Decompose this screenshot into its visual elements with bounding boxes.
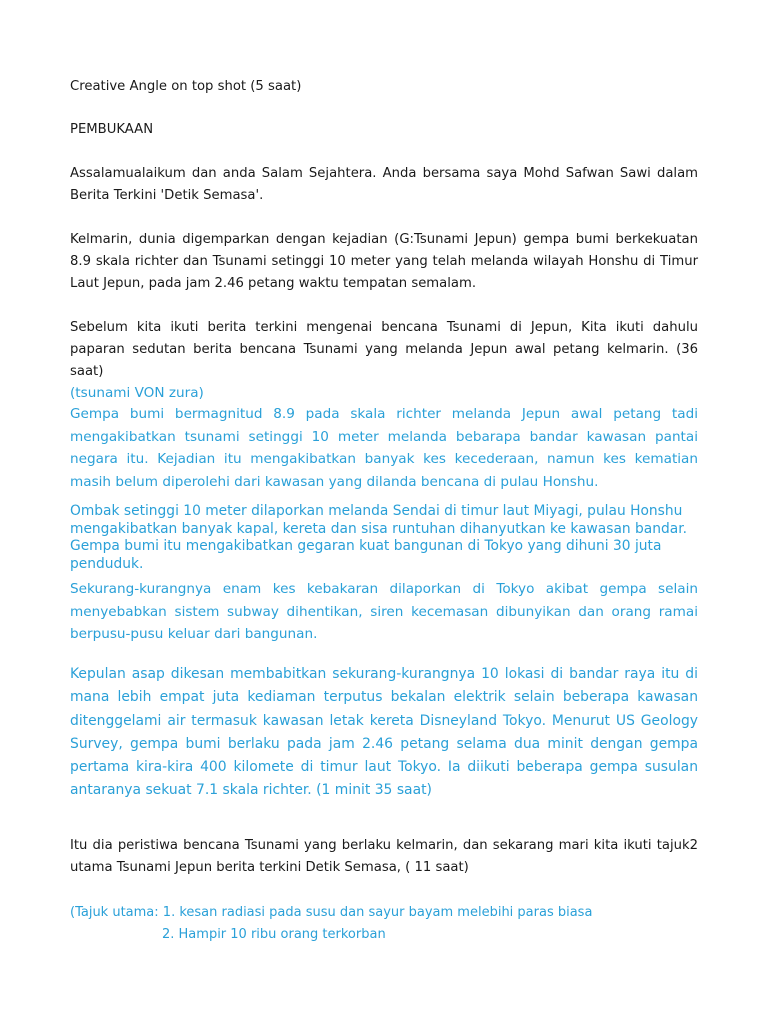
- document-page: [70, 0, 698, 1024]
- von-label: (tsunami VON zura): [70, 385, 204, 401]
- tajuk-item-2: 2. Hampir 10 ribu orang terkorban: [162, 927, 386, 942]
- tajuk-prefix: (Tajuk utama:: [70, 905, 159, 920]
- von-paragraph-4: Kepulan asap dikesan membabitkan sekurang-kurangnya 10 lokasi di bandar raya itu di mana lebih empat juta kediaman terputus bekalan elektrik selain beberapa kawasan ditenggelami air termasuk kawasan letak kereta Disneyland Tokyo. Menurut US Geology Survey, gempa bumi berlaku pada jam 2.46 petang selama dua minit dengan gempa pertama kira-kira 400 kilomete di timur laut Tokyo. Ia diikuti beberapa gempa susulan antaranya sekuat 7.1 skala richter. (1 minit 35 saat): [70, 666, 698, 799]
- sebelum-paragraph: Sebelum kita ikuti berita terkini mengenai bencana Tsunami di Jepun, Kita ikuti dahulu paparan sedutan berita bencana Tsunami yang melanda Jepun awal petang kelmarin. (36 saat): [70, 320, 698, 379]
- itu-dia-paragraph: Itu dia peristiwa bencana Tsunami yang berlaku kelmarin, dan sekarang mari kita ikuti tajuk2 utama Tsunami Jepun berita terkini Detik Semasa, ( 11 saat): [70, 838, 698, 875]
- von-paragraph-2-line-4: penduduk.: [70, 555, 144, 572]
- von-paragraph-2: [70, 503, 698, 573]
- von-paragraph-3: Sekurang-kurangnya enam kes kebakaran dilaporkan di Tokyo akibat gempa selain menyebabkan sistem subway dihentikan, siren kecemasan dibunyikan dan orang ramai berpusu-pusu keluar dari bangunan.: [70, 581, 698, 642]
- intro-paragraph: Assalamualaikum dan anda Salam Sejahtera. Anda bersama saya Mohd Safwan Sawi dalam Berita Terkini 'Detik Semasa'.: [70, 166, 698, 203]
- kelmarin-paragraph: Kelmarin, dunia digemparkan dengan kejadian (G:Tsunami Jepun) gempa bumi berkekuatan 8.9 skala richter dan Tsunami setinggi 10 meter yang telah melanda wilayah Honshu di Timur Laut Jepun, pada jam 2.46 petang waktu tempatan semalam.: [70, 232, 698, 291]
- von-paragraph-1: Gempa bumi bermagnitud 8.9 pada skala richter melanda Jepun awal petang tadi mengakibatkan tsunami setinggi 10 meter melanda bebarapa bandar kawasan pantai negara itu. Kejadian itu mengakibatkan banyak kes kecederaan, namun kes kematian masih belum diperolehi dari kawasan yang dilanda bencana di pulau Honshu.: [70, 406, 698, 490]
- von-paragraph-2-line-1: Ombak setinggi 10 meter dilaporkan melanda Sendai di timur laut Miyagi, pulau Honshu: [70, 503, 683, 519]
- tajuk-utama-line-2: [162, 924, 386, 946]
- tajuk-item-1: 1. kesan radiasi pada susu dan sayur bayam melebihi paras biasa: [162, 905, 593, 920]
- von-paragraph-2-line-2: mengakibatkan banyak kapal, kereta dan sisa runtuhan dihanyutkan ke kawasan bandar.: [70, 520, 687, 537]
- section-title: PEMBUKAAN: [70, 122, 154, 137]
- von-paragraph-2-line-3: Gempa bumi itu mengakibatkan gegaran kuat bangunan di Tokyo yang dihuni 30 juta: [70, 538, 662, 554]
- shot-heading: Creative Angle on top shot (5 saat): [70, 79, 302, 94]
- tajuk-utama-line-1: [70, 902, 592, 924]
